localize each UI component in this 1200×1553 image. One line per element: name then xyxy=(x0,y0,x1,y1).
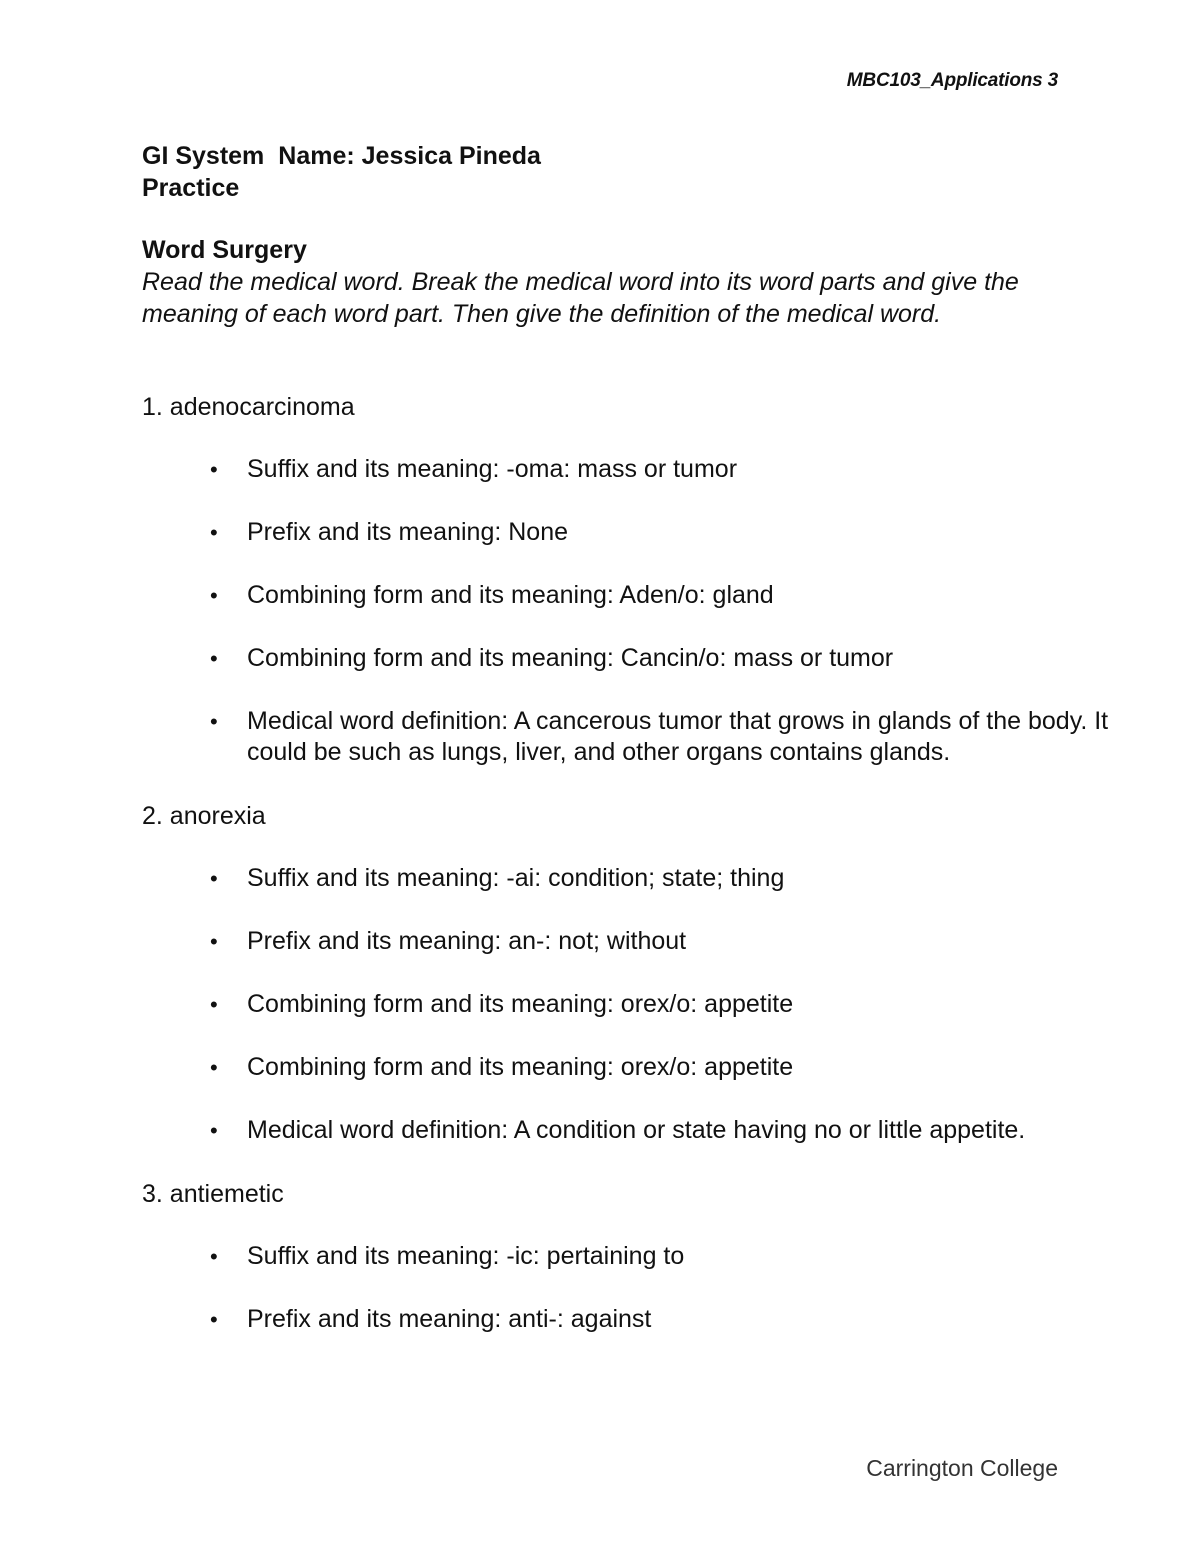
instructions: Read the medical word. Break the medical word into its word parts and give the meaning of each word part. Then give the definition of the medical word. xyxy=(142,268,1019,328)
word-block xyxy=(142,800,1132,1146)
word-part-text: Combining form and its meaning: orex/o: appetite xyxy=(247,990,794,1018)
title-line xyxy=(142,140,1132,172)
bullet-icon: • xyxy=(210,1118,218,1143)
word-part-item xyxy=(142,517,1132,548)
word-part-item xyxy=(142,1304,1132,1335)
word-part-text: Combining form and its meaning: orex/o: appetite xyxy=(247,1053,794,1081)
bullet-icon: • xyxy=(210,646,218,671)
word-part-item xyxy=(142,454,1132,485)
word-block xyxy=(142,391,1132,768)
word-part-item xyxy=(142,643,1132,674)
footer-institution: Carrington College xyxy=(866,1455,1058,1481)
word-part-item xyxy=(142,1241,1132,1272)
word-part-item xyxy=(142,863,1132,894)
word-part-text: Medical word definition: A cancerous tumor that grows in glands of the body. It could be such as lungs, liver, and other organs contains glands. xyxy=(247,707,1109,766)
word-part-item xyxy=(142,989,1132,1020)
word-part-item xyxy=(142,580,1132,611)
word-part-item xyxy=(142,1052,1132,1083)
word-part-item xyxy=(142,1115,1132,1146)
word-block xyxy=(142,1178,1132,1335)
section-heading: Word Surgery xyxy=(142,236,307,264)
word-title: 3. antiemetic xyxy=(142,1180,284,1208)
system-title: GI System xyxy=(142,142,265,170)
word-part-item xyxy=(142,706,1132,768)
bullet-icon: • xyxy=(210,709,218,734)
word-part-text: Prefix and its meaning: anti-: against xyxy=(247,1305,652,1333)
bullet-icon: • xyxy=(210,583,218,608)
word-part-item xyxy=(142,926,1132,957)
word-part-text: Combining form and its meaning: Aden/o: gland xyxy=(247,581,774,609)
bullet-icon: • xyxy=(210,1307,218,1332)
bullet-icon: • xyxy=(210,1055,218,1080)
word-parts-list xyxy=(142,1241,1132,1335)
word-part-text: Prefix and its meaning: an-: not; without xyxy=(247,927,687,955)
word-parts-list xyxy=(142,863,1132,1146)
word-part-text: Suffix and its meaning: -oma: mass or tumor xyxy=(247,455,738,483)
bullet-icon: • xyxy=(210,992,218,1017)
word-part-text: Suffix and its meaning: -ic: pertaining to xyxy=(247,1242,685,1270)
practice-label: Practice xyxy=(142,174,240,202)
bullet-icon: • xyxy=(210,520,218,545)
word-part-text: Suffix and its meaning: -ai: condition; state; thing xyxy=(247,864,785,892)
word-title: 2. anorexia xyxy=(142,802,266,830)
bullet-icon: • xyxy=(210,929,218,954)
bullet-icon: • xyxy=(210,1244,218,1269)
student-name: Name: Jessica Pineda xyxy=(278,142,541,170)
word-title: 1. adenocarcinoma xyxy=(142,393,355,421)
word-part-text: Combining form and its meaning: Cancin/o: mass or tumor xyxy=(247,644,894,672)
running-header: MBC103_Applications 3 xyxy=(846,70,1058,91)
document-body xyxy=(142,140,1132,1335)
bullet-icon: • xyxy=(210,457,218,482)
word-part-text: Prefix and its meaning: None xyxy=(247,518,569,546)
bullet-icon: • xyxy=(210,866,218,891)
word-part-text: Medical word definition: A condition or state having no or little appetite. xyxy=(247,1116,1026,1144)
word-parts-list xyxy=(142,454,1132,768)
